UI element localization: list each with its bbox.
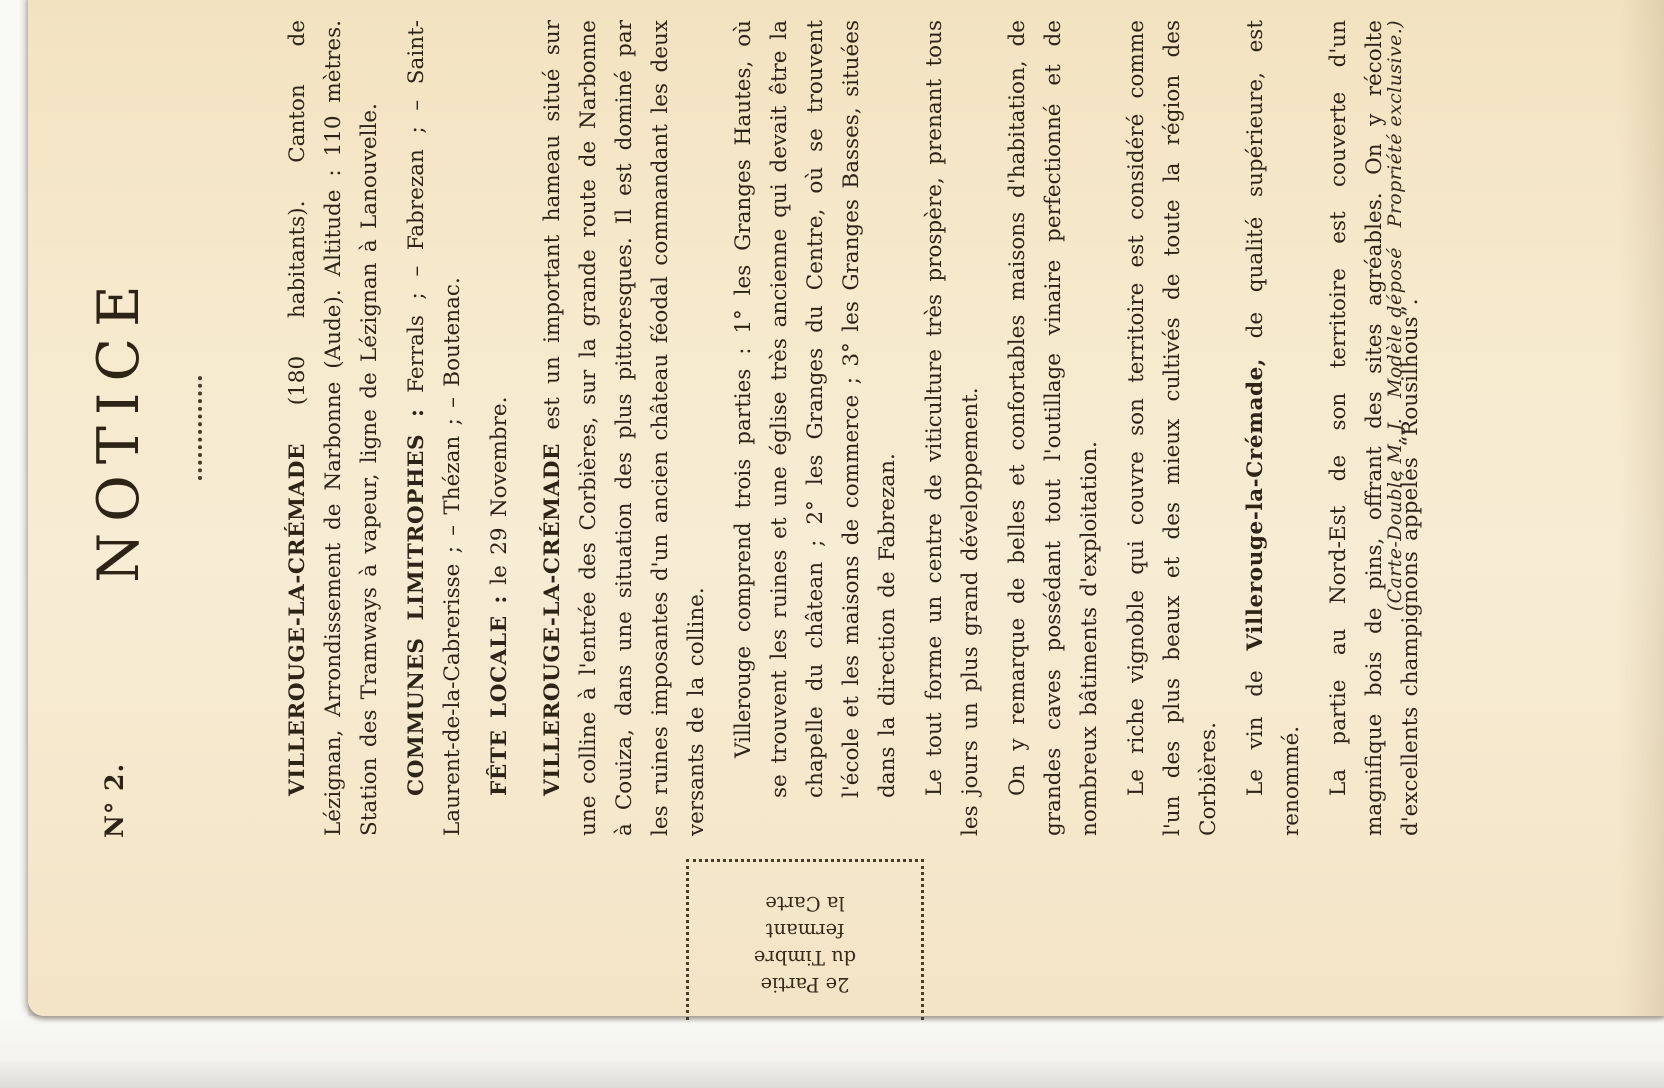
paragraph-text: de qualité supérieure, est renommé. — [1243, 20, 1304, 836]
paragraph-text: Villerouge comprend trois parties : 1° les Granges Hautes, où se trouvent les ruines et une église très ancienne qui devait être la chapelle du châtean ; 2° les Granges du Centre, où se trouvent l'école et les maisons de commerce ; 3° les Granges Basses, situées dans la direction de Fabrezan. — [731, 20, 900, 798]
paragraph-text: Le tout forme un centre de viticulture très prospère, prenant tous les jours un plus grand développement. — [922, 20, 983, 836]
paragraph-lead: COMMUNES LIMITROPHES : — [404, 408, 429, 796]
notice-body — [280, 20, 1440, 836]
paragraph-text: On y remarque de belles et confortables maisons d'habitation, de grandes caves possédant tout l'outillage vinaire perfectionné et de nombreux bâtiments d'exploitation. — [1005, 20, 1102, 836]
postcard-page — [28, 0, 1664, 1016]
notice-paragraph — [482, 20, 518, 836]
page-title: NOTICE — [86, 274, 152, 583]
page-number: N° 2. — [100, 762, 129, 838]
footer-note: (Carte-Double M. J. Modèle déposé Propriété exclusive.) — [1384, 20, 1406, 612]
paragraph-text: Le riche vignoble qui couvre son territoire est considéré comme l'un des plus beaux et des mieux cultivés de toute la région des Corbières. — [1124, 20, 1221, 836]
stamp-area-box — [686, 859, 924, 1020]
stamp-label-line: du Timbre — [753, 946, 857, 969]
stamp-label-line: 2e Partie — [760, 973, 850, 996]
paragraph-lead: FÊTE LOCALE : — [487, 595, 512, 796]
notice-paragraph — [280, 20, 388, 836]
paragraph-lead: VILLEROUGE-LA-CRÉMADE — [285, 443, 310, 796]
notice-paragraph — [917, 20, 989, 836]
postcard — [28, 0, 1664, 1016]
notice-paragraph — [535, 20, 715, 836]
paragraph-text: Ferrals ; – Fabrezan ; – Saint-Laurent-de-la-Cabrerisse ; – Thézan ; – Boutenac. — [404, 20, 465, 836]
stamp-label-line: la Carte — [765, 892, 845, 915]
stamp-label-line: fermant — [765, 919, 845, 942]
notice-paragraph — [1119, 20, 1227, 836]
scanner-bed-bottom-strip — [0, 1016, 1664, 1088]
notice-paragraph — [399, 20, 471, 836]
paragraph-text: est un important hameau situé sur une colline à l'entrée des Corbières, sur la grande route de Narbonne à Couiza, dans une situation des plus pittoresques. Il est dominé par les ruines imposantes d'un ancien château féodal commandant les deux versants de la colline. — [540, 20, 709, 836]
stamp-area-label — [689, 862, 921, 1020]
scanner-bed-left-strip — [0, 0, 28, 1088]
paragraph-text: (180 habitants). Canton de Lézignan, Arrondissement de Narbonne (Aude). Altitude : 110 mètres. Station des Tramways à vapeur, ligne de Lézignan à Lanouvelle. — [285, 20, 382, 836]
title-dotted-underline — [198, 21, 202, 836]
paragraph-text: Le vin de — [1243, 650, 1268, 796]
paragraph-text: La partie au Nord-Est de son territoire est couverte d'un magnifique bois de pins, offrant des sites agréables. On y récolte d'excellents champignons appelés “Rousilhous”. — [1326, 20, 1423, 836]
paragraph-text: le 29 Novembre. — [487, 396, 512, 596]
notice-paragraph — [726, 20, 906, 836]
notice-paragraph — [1238, 20, 1310, 836]
paragraph-lead: VILLEROUGE-LA-CRÉMADE — [540, 443, 565, 796]
notice-paragraph — [1000, 20, 1108, 836]
paragraph-lead: Villerouge-la-Crémade, — [1243, 358, 1268, 651]
notice-paragraph — [1321, 20, 1429, 836]
